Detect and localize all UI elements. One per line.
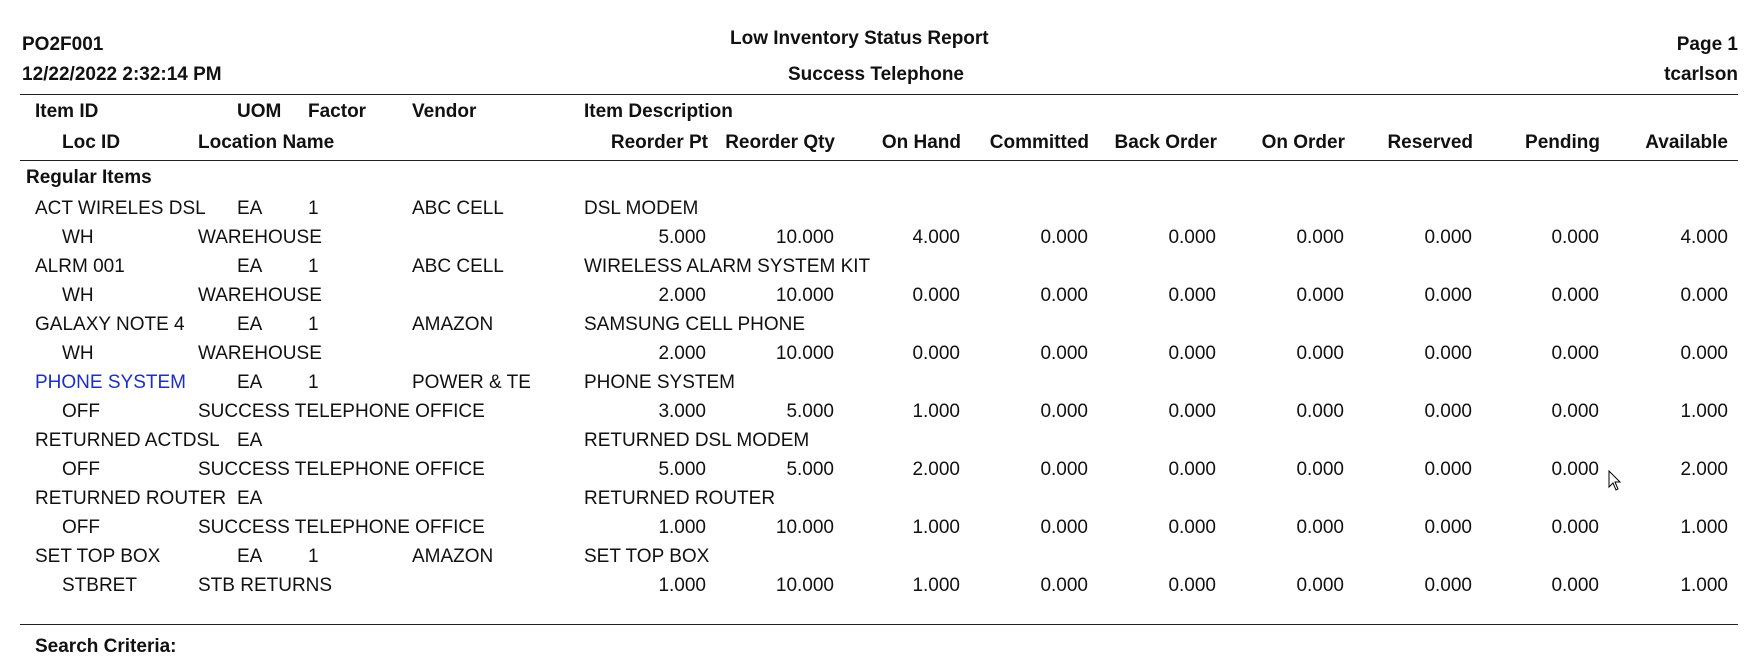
reorder-pt: 1.000 xyxy=(658,517,706,538)
item-description: RETURNED ROUTER xyxy=(584,488,776,509)
item-vendor: ABC CELL xyxy=(412,198,504,219)
col-available: Available xyxy=(1645,132,1728,153)
page-number: Page 1 xyxy=(1676,34,1738,55)
col-committed: Committed xyxy=(989,132,1089,153)
on-hand: 4.000 xyxy=(912,227,960,248)
item-uom: EA xyxy=(237,198,263,219)
committed: 0.000 xyxy=(1040,459,1088,480)
item-description: PHONE SYSTEM xyxy=(584,372,735,393)
location-name: SUCCESS TELEPHONE OFFICE xyxy=(198,401,485,422)
report-datetime: 12/22/2022 2:32:14 PM xyxy=(22,64,222,85)
committed: 0.000 xyxy=(1040,401,1088,422)
report-title: Low Inventory Status Report xyxy=(730,28,989,49)
reorder-pt: 2.000 xyxy=(658,285,706,306)
reserved: 0.000 xyxy=(1424,285,1472,306)
col-back-order: Back Order xyxy=(1114,132,1217,153)
reorder-qty: 10.000 xyxy=(775,575,834,596)
on-order: 0.000 xyxy=(1296,517,1344,538)
footer-rule xyxy=(20,624,1738,625)
company-name: Success Telephone xyxy=(788,64,964,85)
item-vendor: POWER & TE xyxy=(412,372,531,393)
on-hand: 1.000 xyxy=(912,517,960,538)
reserved: 0.000 xyxy=(1424,517,1472,538)
reorder-pt: 5.000 xyxy=(658,227,706,248)
back-order: 0.000 xyxy=(1168,285,1216,306)
header-rule-bottom xyxy=(20,160,1738,161)
loc-id: STBRET xyxy=(62,575,137,596)
pending: 0.000 xyxy=(1551,285,1599,306)
available: 2.000 xyxy=(1680,459,1728,480)
col-reorder-pt: Reorder Pt xyxy=(610,132,708,153)
reorder-qty: 10.000 xyxy=(775,285,834,306)
location-name: WAREHOUSE xyxy=(198,227,322,248)
pending: 0.000 xyxy=(1551,343,1599,364)
item-id: ALRM 001 xyxy=(35,256,125,277)
item-description: DSL MODEM xyxy=(584,198,699,219)
col-pending: Pending xyxy=(1525,132,1600,153)
item-factor: 1 xyxy=(308,314,319,335)
item-uom: EA xyxy=(237,256,263,277)
pending: 0.000 xyxy=(1551,517,1599,538)
item-description: SET TOP BOX xyxy=(584,546,710,567)
available: 1.000 xyxy=(1680,401,1728,422)
col-location-name: Location Name xyxy=(198,132,335,153)
reorder-pt: 3.000 xyxy=(658,401,706,422)
available: 4.000 xyxy=(1680,227,1728,248)
col-on-hand: On Hand xyxy=(881,132,961,153)
committed: 0.000 xyxy=(1040,517,1088,538)
col-reserved: Reserved xyxy=(1387,132,1473,153)
loc-id: OFF xyxy=(62,401,100,422)
on-hand: 1.000 xyxy=(912,575,960,596)
item-vendor: AMAZON xyxy=(412,546,494,567)
item-factor: 1 xyxy=(308,546,319,567)
reserved: 0.000 xyxy=(1424,343,1472,364)
report-user: tcarlson xyxy=(1664,64,1738,85)
available: 0.000 xyxy=(1680,343,1728,364)
on-order: 0.000 xyxy=(1296,227,1344,248)
available: 0.000 xyxy=(1680,285,1728,306)
item-vendor: ABC CELL xyxy=(412,256,504,277)
loc-id: WH xyxy=(62,285,94,306)
item-vendor: AMAZON xyxy=(412,314,494,335)
col-vendor: Vendor xyxy=(412,101,477,122)
back-order: 0.000 xyxy=(1168,459,1216,480)
item-description: WIRELESS ALARM SYSTEM KIT xyxy=(584,256,871,277)
item-id: RETURNED ACTDSL xyxy=(35,430,220,451)
col-item-id: Item ID xyxy=(35,101,99,122)
report-id: PO2F001 xyxy=(22,34,104,55)
back-order: 0.000 xyxy=(1168,517,1216,538)
on-order: 0.000 xyxy=(1296,459,1344,480)
item-id: SET TOP BOX xyxy=(35,546,161,567)
location-name: STB RETURNS xyxy=(198,575,333,596)
section-label: Regular Items xyxy=(26,167,152,188)
location-name: WAREHOUSE xyxy=(198,285,322,306)
loc-id: OFF xyxy=(62,459,100,480)
committed: 0.000 xyxy=(1040,285,1088,306)
reserved: 0.000 xyxy=(1424,227,1472,248)
pending: 0.000 xyxy=(1551,401,1599,422)
back-order: 0.000 xyxy=(1168,343,1216,364)
location-name: WAREHOUSE xyxy=(198,343,322,364)
on-hand: 0.000 xyxy=(912,285,960,306)
item-uom: EA xyxy=(237,372,263,393)
available: 1.000 xyxy=(1680,517,1728,538)
committed: 0.000 xyxy=(1040,343,1088,364)
loc-id: WH xyxy=(62,227,94,248)
reorder-qty: 10.000 xyxy=(775,343,834,364)
item-description: RETURNED DSL MODEM xyxy=(584,430,810,451)
item-id: GALAXY NOTE 4 xyxy=(35,314,185,335)
reorder-pt: 2.000 xyxy=(658,343,706,364)
pending: 0.000 xyxy=(1551,227,1599,248)
item-id: ACT WIRELES DSL xyxy=(35,198,206,219)
reorder-pt: 5.000 xyxy=(658,459,706,480)
reserved: 0.000 xyxy=(1424,459,1472,480)
item-description: SAMSUNG CELL PHONE xyxy=(584,314,806,335)
col-reorder-qty: Reorder Qty xyxy=(725,132,835,153)
on-hand: 2.000 xyxy=(912,459,960,480)
on-order: 0.000 xyxy=(1296,343,1344,364)
col-uom: UOM xyxy=(237,101,282,122)
loc-id: OFF xyxy=(62,517,100,538)
committed: 0.000 xyxy=(1040,227,1088,248)
item-id[interactable]: PHONE SYSTEM xyxy=(35,372,186,393)
on-hand: 0.000 xyxy=(912,343,960,364)
pending: 0.000 xyxy=(1551,575,1599,596)
on-order: 0.000 xyxy=(1296,575,1344,596)
item-factor: 1 xyxy=(308,256,319,277)
item-id: RETURNED ROUTER xyxy=(35,488,227,509)
loc-id: WH xyxy=(62,343,94,364)
pending: 0.000 xyxy=(1551,459,1599,480)
back-order: 0.000 xyxy=(1168,575,1216,596)
item-uom: EA xyxy=(237,430,263,451)
reorder-qty: 5.000 xyxy=(786,459,834,480)
on-order: 0.000 xyxy=(1296,285,1344,306)
reserved: 0.000 xyxy=(1424,575,1472,596)
on-hand: 1.000 xyxy=(912,401,960,422)
item-factor: 1 xyxy=(308,198,319,219)
item-uom: EA xyxy=(237,488,263,509)
col-loc-id: Loc ID xyxy=(62,132,121,153)
on-order: 0.000 xyxy=(1296,401,1344,422)
reserved: 0.000 xyxy=(1424,401,1472,422)
col-factor: Factor xyxy=(308,101,367,122)
mouse-cursor-icon xyxy=(1608,470,1622,492)
item-uom: EA xyxy=(237,546,263,567)
reorder-qty: 10.000 xyxy=(775,517,834,538)
col-item-description: Item Description xyxy=(584,101,733,122)
location-name: SUCCESS TELEPHONE OFFICE xyxy=(198,517,485,538)
search-criteria-label: Search Criteria: xyxy=(35,636,177,657)
back-order: 0.000 xyxy=(1168,401,1216,422)
col-on-order: On Order xyxy=(1261,132,1345,153)
header-rule-top xyxy=(20,94,1738,95)
reorder-qty: 10.000 xyxy=(775,227,834,248)
back-order: 0.000 xyxy=(1168,227,1216,248)
committed: 0.000 xyxy=(1040,575,1088,596)
reorder-qty: 5.000 xyxy=(786,401,834,422)
reorder-pt: 1.000 xyxy=(658,575,706,596)
location-name: SUCCESS TELEPHONE OFFICE xyxy=(198,459,485,480)
item-uom: EA xyxy=(237,314,263,335)
available: 1.000 xyxy=(1680,575,1728,596)
item-factor: 1 xyxy=(308,372,319,393)
